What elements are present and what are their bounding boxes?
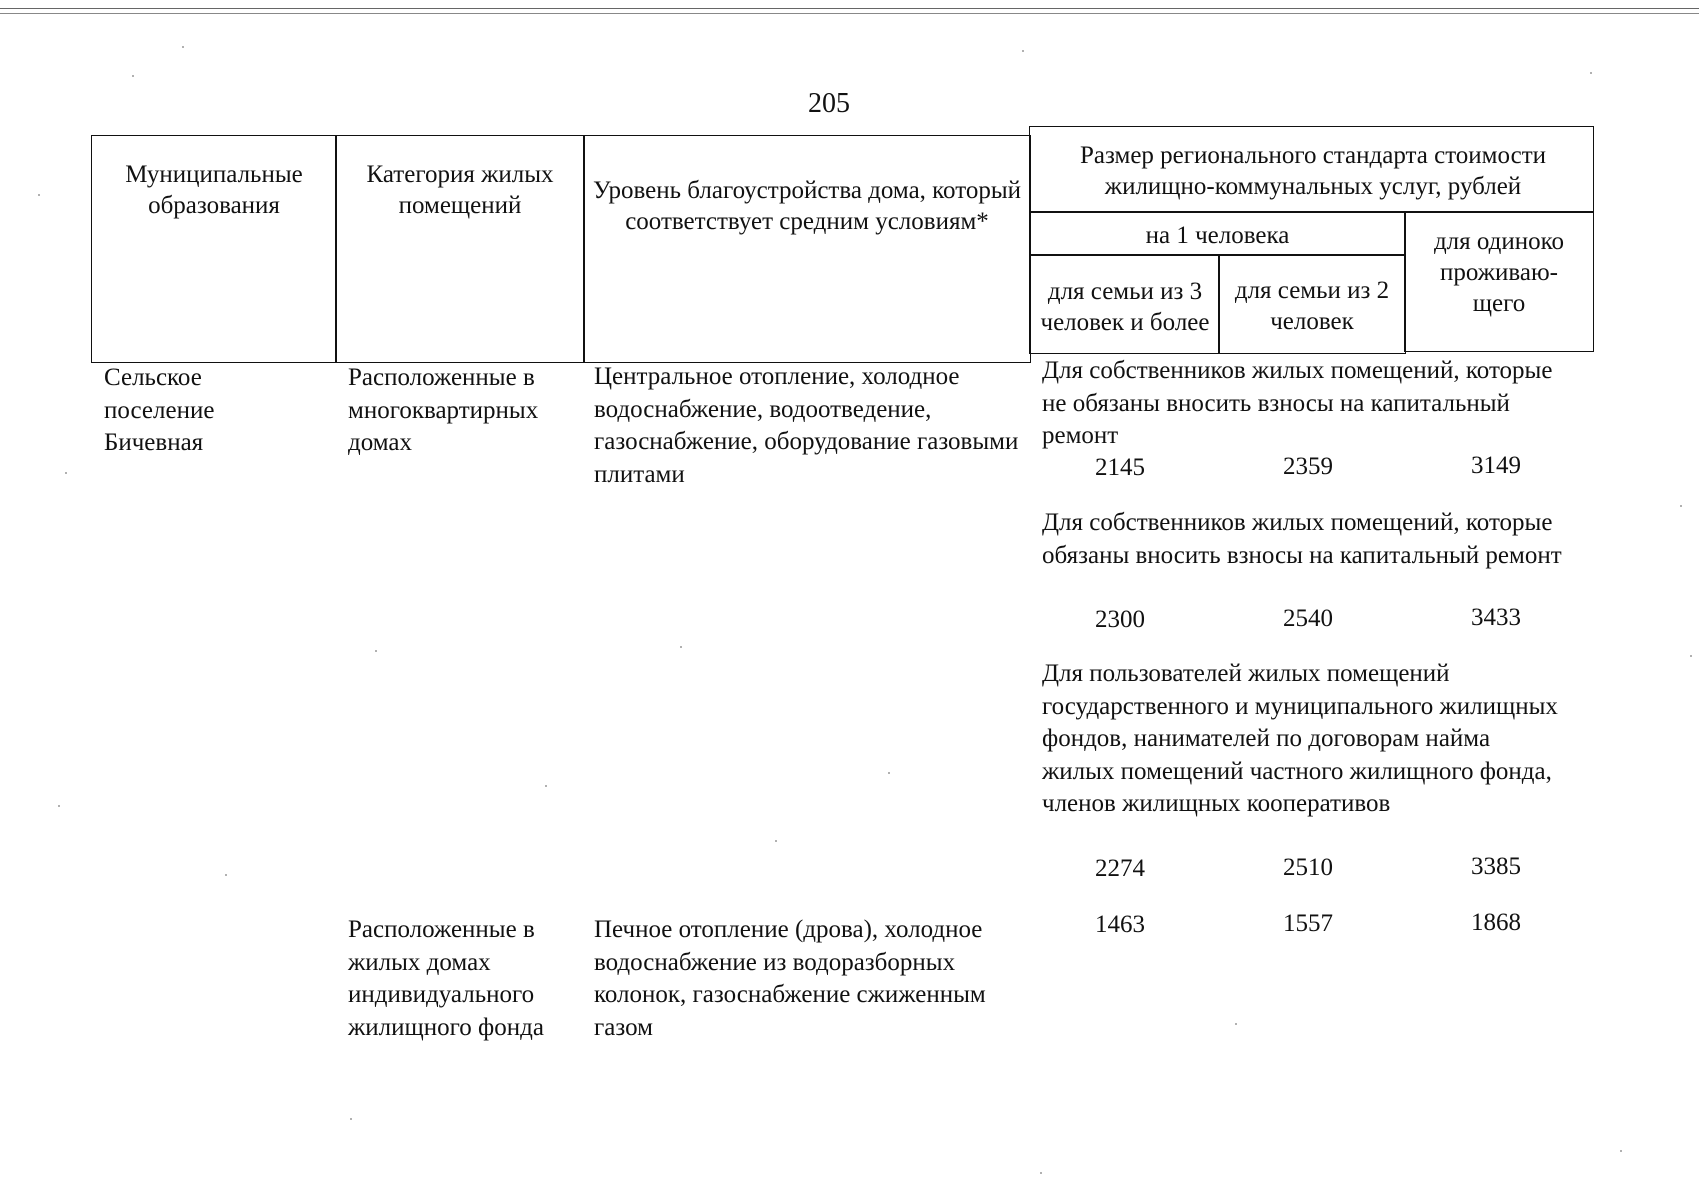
scan-speck: [1680, 505, 1682, 507]
scan-speck: [1040, 1172, 1042, 1174]
row-category: Расположенные в жилых домах индивидуального жилищного фонда: [348, 916, 544, 1041]
value-family2: 2510: [1283, 854, 1333, 881]
scan-speck: [1022, 50, 1024, 52]
row-municipal: Сельское поселение Бичевная: [104, 364, 215, 456]
scan-speck: [38, 194, 40, 196]
scan-speck: [1590, 72, 1592, 74]
header-per-person: на 1 человека: [1145, 221, 1290, 249]
scan-speck: [225, 874, 227, 876]
page-number: 205: [808, 88, 850, 119]
scan-speck: [182, 46, 184, 48]
header-level: Уровень благоустройства дома, который соответствует средним условиям*: [593, 177, 1021, 235]
value-family3: 2145: [1095, 454, 1145, 481]
value-family3: 2274: [1095, 855, 1145, 882]
value-family3: 2300: [1095, 606, 1145, 633]
row-level: Центральное отопление, холодное водоснабжение, водоотведение, газоснабжение, оборудование газовыми плитами: [594, 363, 1019, 488]
value-single: 3149: [1471, 452, 1521, 479]
scan-top-line: [0, 8, 1699, 9]
group-title: Для собственников жилых помещений, которые обязаны вносить взносы на капитальный ремонт: [1042, 509, 1562, 569]
scan-speck: [58, 805, 60, 807]
value-family2: 1557: [1283, 910, 1333, 937]
row-category: Расположенные в многоквартирных домах: [348, 364, 539, 456]
scan-speck: [1235, 1023, 1237, 1025]
header-municipal: Муниципальные образования: [125, 161, 303, 219]
header-category: Категория жилых помещений: [366, 161, 554, 219]
scan-speck: [132, 75, 134, 77]
scan-speck: [65, 472, 67, 474]
row-level: Печное отопление (дрова), холодное водоснабжение из водоразборных колонок, газоснабжение сжиженным газом: [594, 916, 986, 1041]
header-family2: для семьи из 2 человек: [1234, 277, 1390, 335]
scan-speck: [375, 650, 377, 652]
value-family2: 2540: [1283, 605, 1333, 632]
scan-speck: [350, 1118, 352, 1120]
header-standard: Размер регионального стандарта стоимости жилищно-коммунальных услуг, рублей: [1079, 142, 1547, 200]
header-single: для одиноко проживаю-щего: [1433, 227, 1565, 317]
scan-speck: [775, 840, 777, 842]
scan-speck: [1690, 655, 1692, 657]
scan-speck: [888, 772, 890, 774]
header-family3: для семьи из 3 человек и более: [1040, 278, 1210, 336]
value-family2: 2359: [1283, 453, 1333, 480]
scan-speck: [545, 785, 547, 787]
group-title: Для собственников жилых помещений, которые не обязаны вносить взносы на капитальный ремонт: [1042, 357, 1553, 449]
scan-speck: [680, 646, 682, 648]
value-single: 3433: [1471, 604, 1521, 631]
value-single: 1868: [1471, 909, 1521, 936]
value-family3: 1463: [1095, 911, 1145, 938]
value-single: 3385: [1471, 853, 1521, 880]
scan-speck: [1620, 1150, 1622, 1152]
scan-top-line: [0, 13, 1699, 14]
group-title: Для пользователей жилых помещений государственного и муниципального жилищных фондов, нанимателей по договорам найма жилых помещений частного жилищного фонда, членов жилищных кооперативов: [1042, 660, 1558, 817]
